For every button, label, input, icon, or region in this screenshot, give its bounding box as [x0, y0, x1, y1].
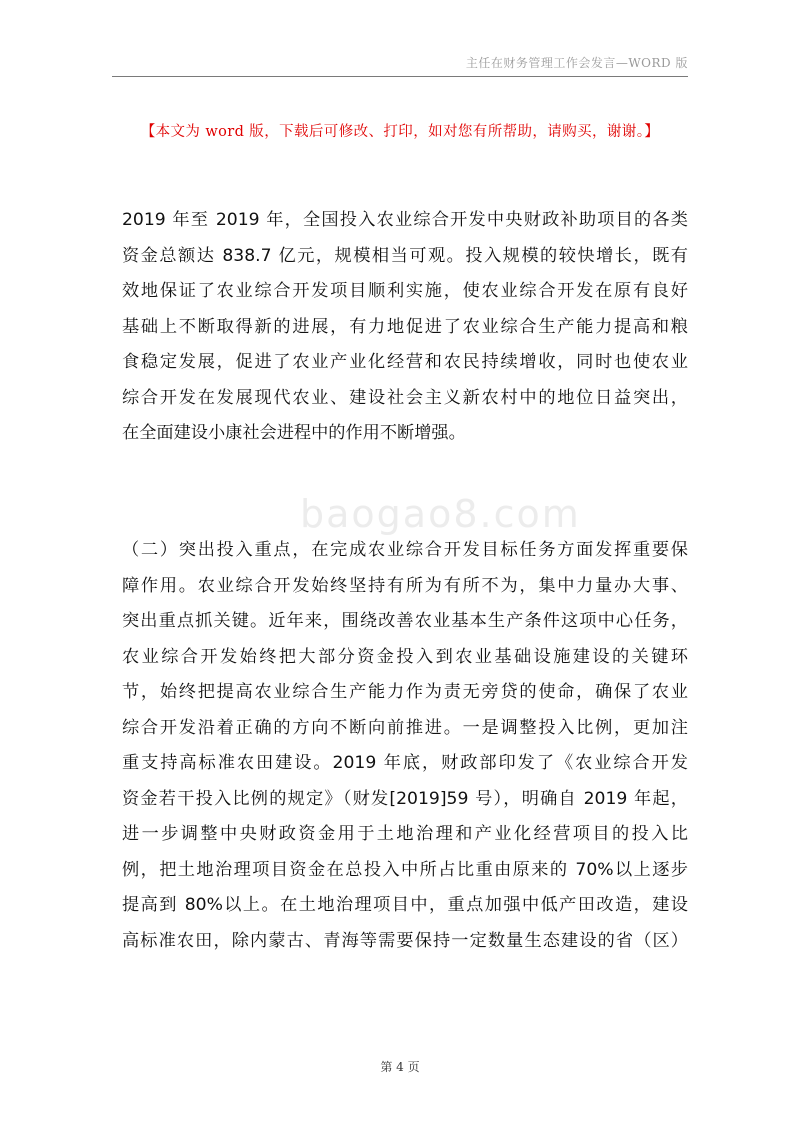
paragraph-line: 基础上不断取得新的进展，有力地促进了农业综合生产能力提高和粮	[122, 316, 688, 337]
paragraph-line: 在全面建设小康社会进程中的作用不断增强。	[122, 423, 466, 443]
paragraph-line: 重支持高标准农田建设。2019 年底，财政部印发了《农业综合开发	[122, 753, 688, 773]
notice-banner: 【本文为 word 版，下载后可修改、打印，如对您有所帮助，请购买，谢谢。】	[140, 124, 660, 140]
paragraph-line: 节，始终把提高农业综合生产能力作为责无旁贷的使命，确保了农业	[122, 682, 688, 702]
paragraph-line: （二）突出投入重点，在完成农业综合开发目标任务方面发挥重要保	[122, 540, 688, 560]
paragraph-line: 综合开发在发展现代农业、建设社会主义新农村中的地位日益突出，	[122, 387, 688, 408]
paragraph-line: 资金若干投入比例的规定》（财发[2019]59 号），明确自 2019 年起，	[122, 788, 688, 809]
watermark: baogao8.com	[300, 492, 581, 536]
paragraph-line: 农业综合开发始终把大部分资金投入到农业基础设施建设的关键环	[122, 646, 688, 667]
paragraph-line: 例，把土地治理项目资金在总投入中所占比重由原来的 70%以上逐步	[122, 859, 688, 880]
paragraph-line: 突出重点抓关键。近年来，围绕改善农业基本生产条件这项中心任务，	[122, 611, 688, 631]
paragraph-line: 障作用。农业综合开发始终坚持有所为有所不为，集中力量办大事、	[122, 575, 688, 596]
paragraph-line: 提高到 80%以上。在土地治理项目中，重点加强中低产田改造，建设	[122, 895, 688, 915]
paragraph-line: 资金总额达 838.7 亿元，规模相当可观。投入规模的较快增长，既有	[122, 245, 688, 266]
paragraph-line: 食稳定发展，促进了农业产业化经营和农民持续增收，同时也使农业	[122, 352, 688, 372]
header-rule	[112, 76, 688, 77]
page-number: 第 4 页	[380, 1060, 420, 1074]
paragraph-1	[122, 203, 688, 452]
paragraph-line: 进一步调整中央财政资金用于土地治理和产业化经营项目的投入比	[122, 824, 688, 844]
paragraph-line: 效地保证了农业综合开发项目顺利实施，使农业综合开发在原有良好	[122, 281, 688, 301]
paragraph-line: 高标准农田，除内蒙古、青海等需要保持一定数量生态建设的省（区）	[122, 930, 688, 951]
paragraph-2	[122, 533, 688, 959]
paragraph-line: 2019 年至 2019 年，全国投入农业综合开发中央财政补助项目的各类	[122, 210, 688, 230]
paragraph-line: 综合开发沿着正确的方向不断向前推进。一是调整投入比例，更加注	[122, 717, 688, 738]
running-header: 主任在财务管理工作会发言—WORD 版	[465, 56, 688, 70]
